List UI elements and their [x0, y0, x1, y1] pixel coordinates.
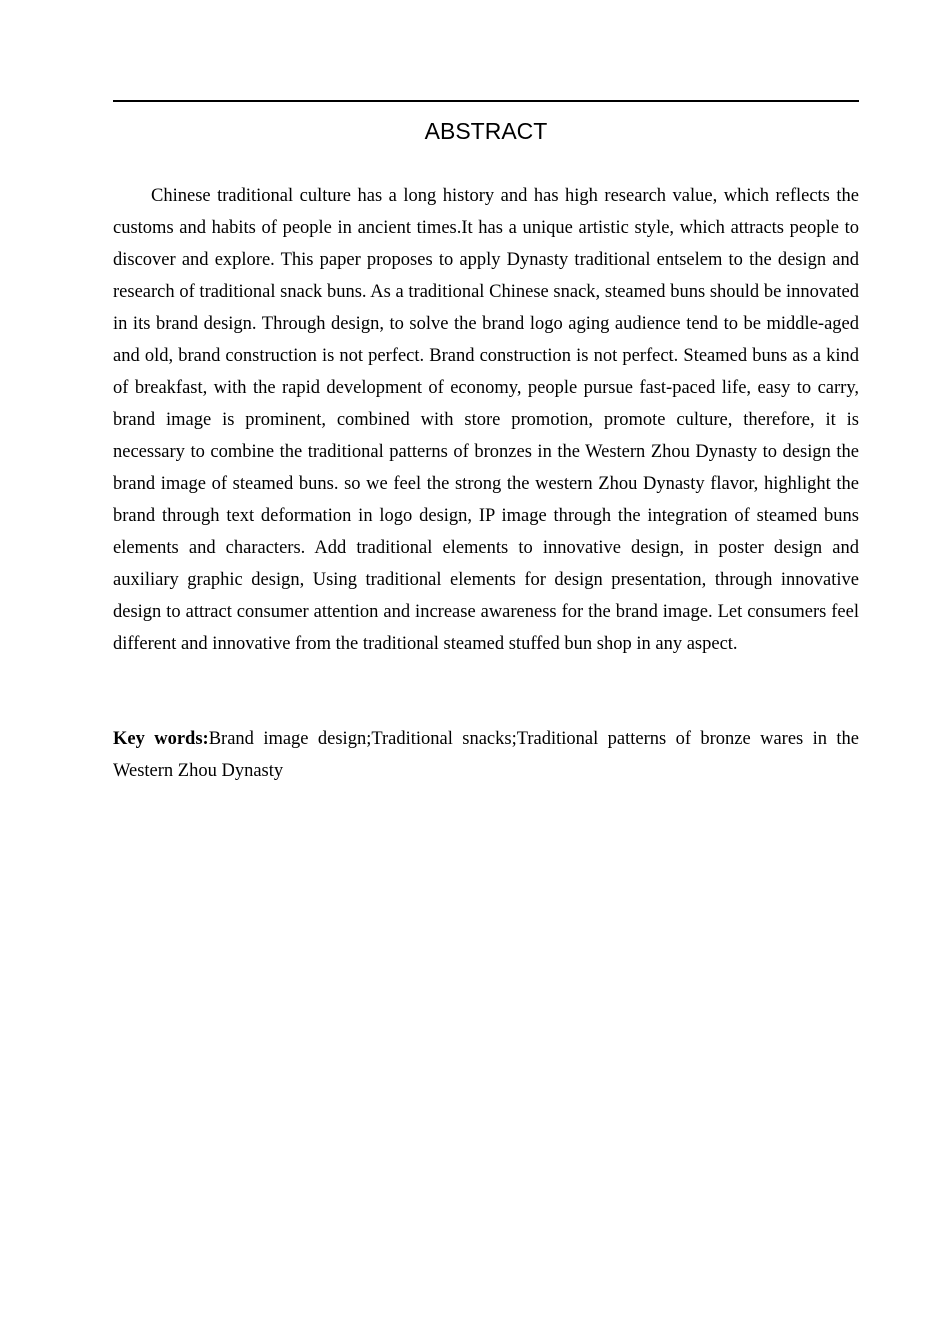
page-title: ABSTRACT	[424, 118, 548, 144]
abstract-paragraph: Chinese traditional culture has a long history and has high research value, which reflects the customs and habits of people in ancient times.It has a unique artistic style, which attracts people to discover and explore. This paper proposes to apply Dynasty traditional entselem to the design and research of traditional snack buns. As a traditional Chinese snack, steamed buns should be innovated in its brand design. Through design, to solve the brand logo aging audience tend to be middle-aged and old, brand construction is not perfect. Brand construction is not perfect. Steamed buns as a kind of breakfast, with the rapid development of economy, people pursue fast-paced life, easy to carry, brand image is prominent, combined with store promotion, promote culture, therefore, it is necessary to combine the traditional patterns of bronzes in the Western Zhou Dynasty to design the brand image of steamed buns. so we feel the strong the western Zhou Dynasty flavor, highlight the brand through text deformation in logo design, IP image through the integration of steamed buns elements and characters. Add traditional elements to innovative design, in poster design and auxiliary graphic design, Using traditional elements for design presentation, through innovative design to attract consumer attention and increase awareness for the brand image. Let consumers feel different and innovative from the traditional steamed stuffed bun shop in any aspect.	[113, 186, 859, 654]
keywords-label: Key words:	[113, 729, 209, 749]
header-rule	[113, 100, 859, 102]
keywords-paragraph	[113, 723, 859, 787]
keywords-text: Brand image design;Traditional snacks;Traditional patterns of bronze wares in the Western Zhou Dynasty	[113, 729, 860, 781]
